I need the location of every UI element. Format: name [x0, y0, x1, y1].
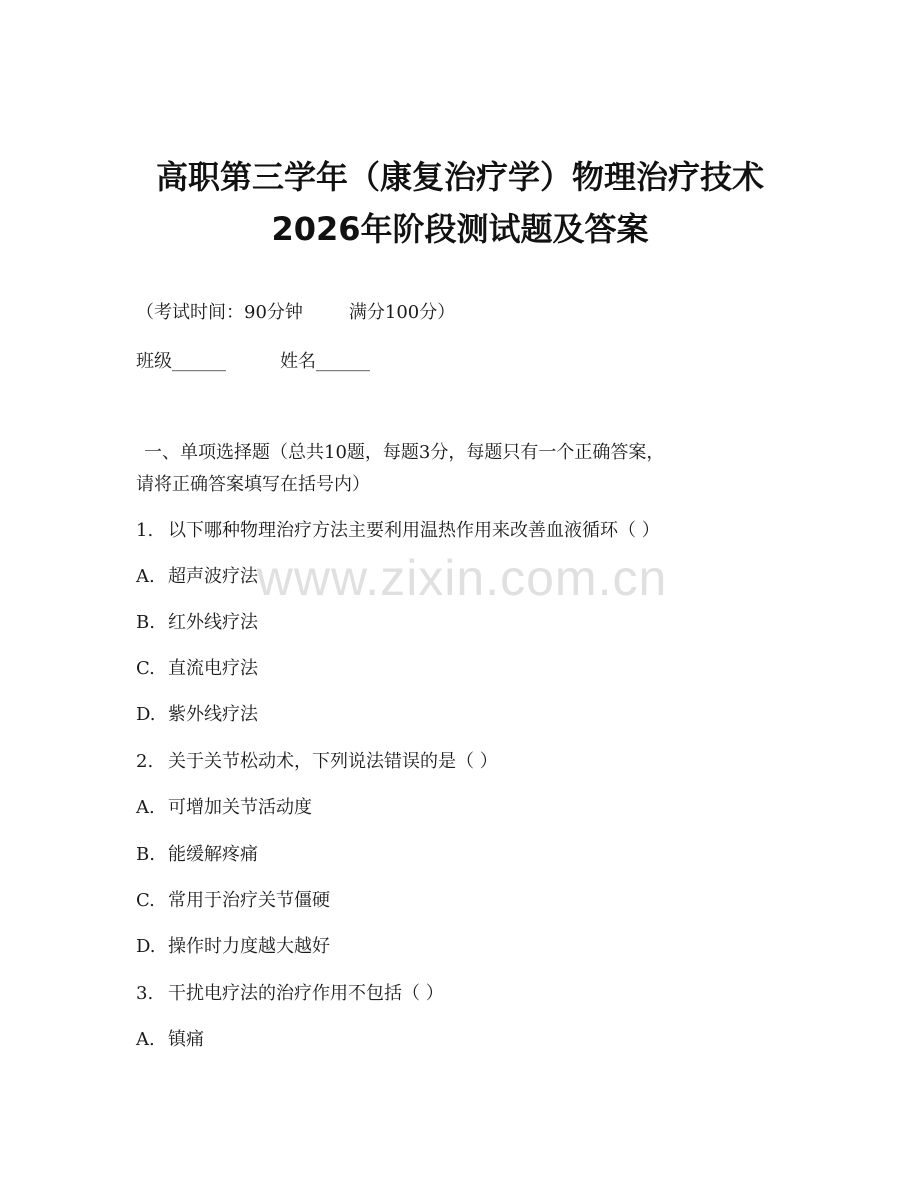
- exam-time: （考试时间：90分钟: [136, 302, 303, 323]
- question-1-option-d: [136, 702, 258, 728]
- option-key: A.: [136, 566, 155, 587]
- question-3: [136, 981, 444, 1007]
- question-text: 以下哪种物理治疗方法主要利用温热作用来改善血液循环（ ）: [168, 520, 660, 541]
- question-2-option-b: [136, 842, 258, 868]
- option-text: 能缓解疼痛: [168, 844, 258, 865]
- option-text: 操作时力度越大越好: [168, 936, 330, 957]
- student-info: [136, 349, 370, 375]
- question-1-option-b: [136, 610, 258, 636]
- question-2-option-c: [136, 888, 330, 914]
- option-key: A.: [136, 797, 155, 818]
- option-text: 紫外线疗法: [168, 704, 258, 725]
- question-number: 3.: [136, 983, 154, 1004]
- question-2: [136, 749, 498, 775]
- question-1: [136, 518, 660, 544]
- document-title-line2: 2026年阶段测试题及答案: [271, 210, 649, 248]
- option-key: D.: [136, 936, 156, 957]
- question-1-option-c: [136, 656, 258, 682]
- question-1-option-a: [136, 564, 258, 590]
- option-text: 直流电疗法: [168, 658, 258, 679]
- question-number: 2.: [136, 751, 154, 772]
- option-text: 镇痛: [168, 1029, 204, 1050]
- option-key: B.: [136, 844, 155, 865]
- exam-info: [136, 300, 455, 326]
- question-text: 关于关节松动术，下列说法错误的是（ ）: [168, 751, 498, 772]
- option-key: C.: [136, 658, 155, 679]
- watermark: www.zixin.com.cn: [256, 550, 668, 606]
- section-heading-line1: 一、单项选择题（总共10题，每题3分，每题只有一个正确答案，: [144, 442, 665, 463]
- option-text: 红外线疗法: [168, 612, 258, 633]
- option-key: C.: [136, 890, 155, 911]
- document-title-line1: 高职第三学年（康复治疗学）物理治疗技术: [155, 158, 764, 196]
- question-number: 1.: [136, 520, 154, 541]
- question-2-option-d: [136, 934, 330, 960]
- option-text: 常用于治疗关节僵硬: [168, 890, 330, 911]
- question-text: 干扰电疗法的治疗作用不包括（ ）: [168, 983, 444, 1004]
- option-key: A.: [136, 1029, 155, 1050]
- question-2-option-a: [136, 795, 312, 821]
- option-key: D.: [136, 704, 156, 725]
- name-field: 姓名______: [280, 351, 370, 372]
- exam-full-score: 满分100分）: [348, 302, 456, 323]
- question-3-option-a: [136, 1027, 204, 1053]
- option-text: 可增加关节活动度: [168, 797, 312, 818]
- option-key: B.: [136, 612, 155, 633]
- class-field: 班级______: [136, 351, 226, 372]
- option-text: 超声波疗法: [168, 566, 258, 587]
- section-heading-line2: 请将正确答案填写在括号内）: [136, 474, 370, 495]
